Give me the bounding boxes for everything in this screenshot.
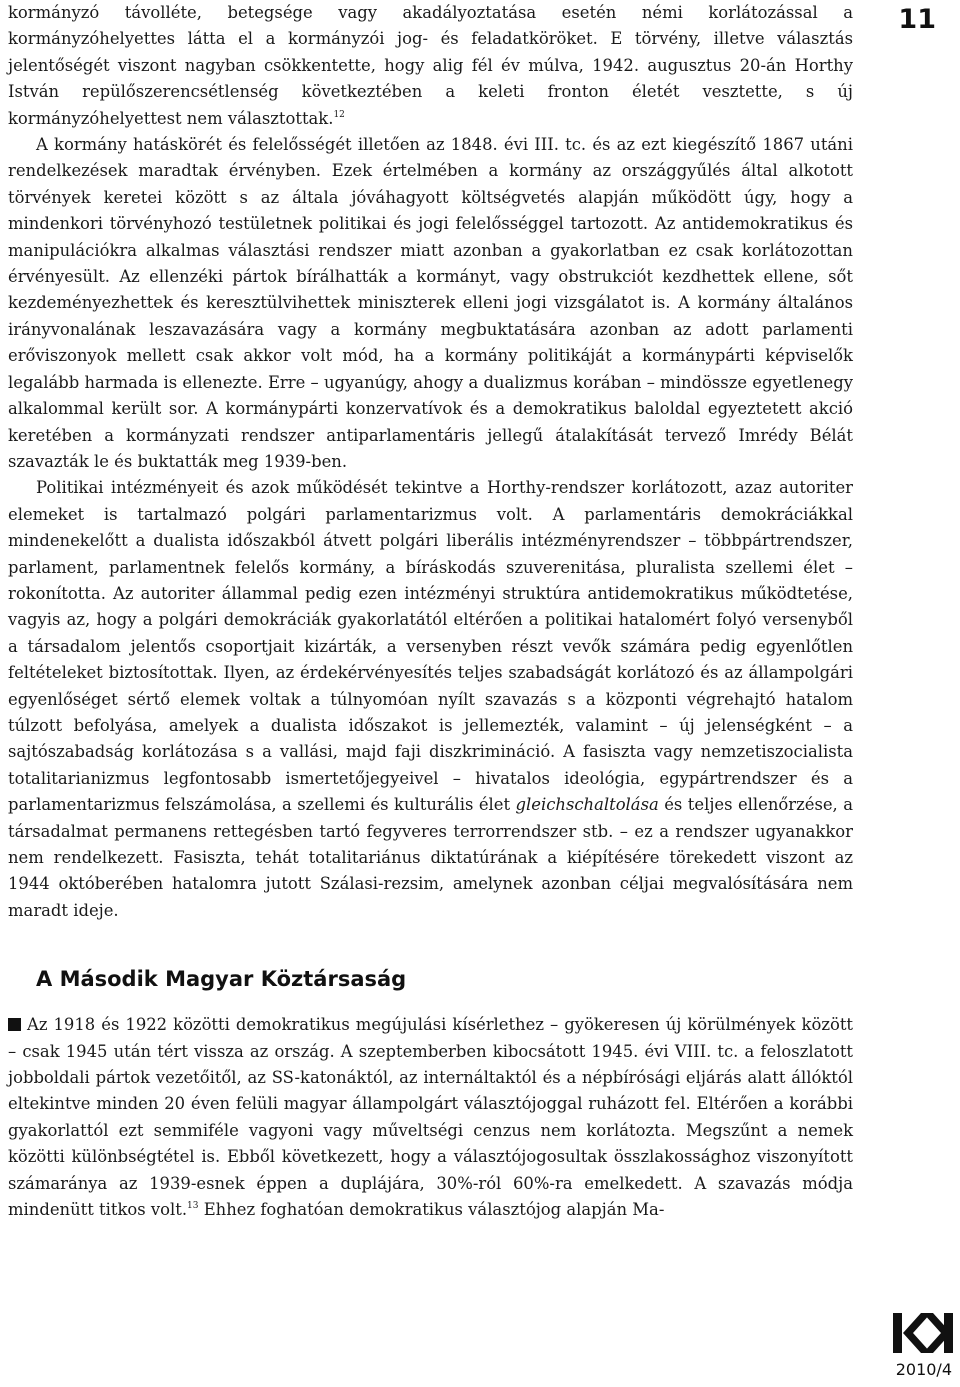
section-heading: A Második Magyar Köztársaság: [36, 967, 407, 992]
paragraph-3-text: Politikai intézményeit és azok működését tekintve a Horthy-rendszer korlátozott, azaz autoriter elemeket is tartalmazó polgári parlamentarizmus volt. A parlamentáris demokráciákkal mindenekelőtt a dualista időszakból átvett polgári liberális intézményrendszer – többpártrendszer, parlament, parlamentnek felelős kormány, a bíráskodás szuverenitása, pluralista szellemi élet – rokonította. Az autoriter állammal pedig ezen intézményi struktúra antidemokratikus működtetése, vagyis az, hogy a polgári demokráciák gyakorlatától eltérően a politikai hatalomért folyó versenyből a társadalom jelentős csoportjait kizárták, a versenyben részt vevők számára pedig egyenlőtlen feltételeket biztosítottak. Ilyen, az érdekérvényesítés teljes szabadságát korlátozó és az állampolgári egyenlőséget sértő elemek voltak a túlnyomóan nyílt szavazás s a központi végrehajtó hatalom túlzott befolyása, amelyek a dualista időszakot is jellemezték, valamint – új jelenségként – a sajtószabadság korlátozása s a vallási, majd faji diszkrimináció. A fasiszta vagy nemzetiszocialista totalitarianizmus legfontosabb ismertetőjegyeivel – hivatalos ideológia, egypártrendszer és a parlamentarizmus felszámolása, a szellemi és kulturális élet: [8, 478, 853, 815]
paragraph-1-text: kormányzó távolléte, betegsége vagy akadályoztatása esetén némi korlátozással a kormányzóhelyettes látta el a kormányzói jog- és feladatköröket. E törvény, illetve választás jelentőségét viszont nagyban csökkentette, hogy alig fél év múlva, 1942. augusztus 20-án Horthy István repülőszerencsétlenség következtében a keleti fronton életét vesztette, s új kormányzóhelyettest nem választottak.: [8, 3, 853, 128]
square-bullet-icon: [8, 1018, 21, 1031]
paragraph-4-text: Az 1918 és 1922 közötti demokratikus megújulási kísérlethez – gyökeresen új körülmények között – csak 1945 után tért vissza az ország. A szeptemberben kibocsátott 1945. évi VIII. tc. a feloszlatott jobboldali pártok vezetőitől, az SS-katonáktól, az internáltaktól és a népbírósági eljárás alatt állóktól eltekintve minden 20 éven felüli magyar állampolgárt választójoggal ruházott fel. Eltérően a korábbi gyakorlattól ezt semmiféle vagyoni vagy műveltségi cenzus nem korlátozta. Megszűnt a nemek közötti különbségtétel is. Ebből következett, hogy a választójogosultak összlakossághoz viszonyított számaránya az 1939-esnek éppen a duplájára, 30%-ról 60%-ra emelkedett. A szavazás módja mindenütt titkos volt.: [8, 1015, 853, 1220]
footnote-ref-12[interactable]: 12: [333, 109, 345, 120]
kk-logo: [893, 1311, 953, 1355]
article-body: [8, 0, 853, 1223]
paragraph-4: [8, 1012, 853, 1223]
paragraph-2: A kormány hatáskörét és felelősségét illetően az 1848. évi III. tc. és az ezt kiegészítő 1867 utáni rendelkezések maradtak érvényben. Ezek értelmében a kormány az országgyűlés által alkotott törvények keretei között s az általa jóváhagyott költségvetés alapján működött úgy, hogy a mindenkori törvényhozó testületnek politikai és jogi felelősséggel tartozott. Az antidemokratikus és manipulációkra alkalmas választási rendszer miatt azonban a gyakorlatban ez csak korlátozottan érvényesült. Az ellenzéki pártok bírálhatták a kormányt, vagy obstrukciót kezdhettek ellene, sőt kezdeményezhettek és keresztülvihettek miniszterek elleni jogi vizsgálatot is. A kormány általános irányvonalának leszavazására vagy a kormány megbuktatására azonban az adott parlamenti erőviszonyok mellett csak akkor volt mód, ha a kormány politikáját a kormánypárti képviselők legalább harmada is ellenezte. Erre – ugyanúgy, ahogy a dualizmus korában – mindössze egyetlenegy alkalommal került sor. A kormánypárti konzervatívok és a demokratikus baloldal egyeztetett akció keretében a kormányzati rendszer antiparlamentáris jellegű átalakítását tervező Imrédy Bélát szavazták le és buktatták meg 1939-ben.: [8, 135, 853, 471]
paragraph-3: [8, 475, 853, 924]
footnote-ref-13[interactable]: 13: [187, 1201, 199, 1212]
paragraph-3-tail: és teljes ellenőrzése, a társadalmat permanens rettegésben tartó fegyveres terrorrendszer stb. – ez a rendszer ugyanakkor nem rendelkezett. Fasiszta, tehát totalitariánus diktatúrának a kiépítésére törekedett viszont az 1944 októberében hatalomra jutott Szálasi-rezsim, amelynek azonban céljai megvalósítására nem maradt ideje.: [8, 795, 853, 920]
issue-label: 2010/4: [895, 1360, 952, 1379]
paragraph-4-tail: Ehhez foghatóan demokratikus választójog alapján Ma-: [198, 1200, 665, 1220]
page-number: 11: [898, 4, 936, 35]
paragraph-1: [8, 0, 853, 132]
italic-term: gleichschaltolása: [515, 795, 659, 815]
